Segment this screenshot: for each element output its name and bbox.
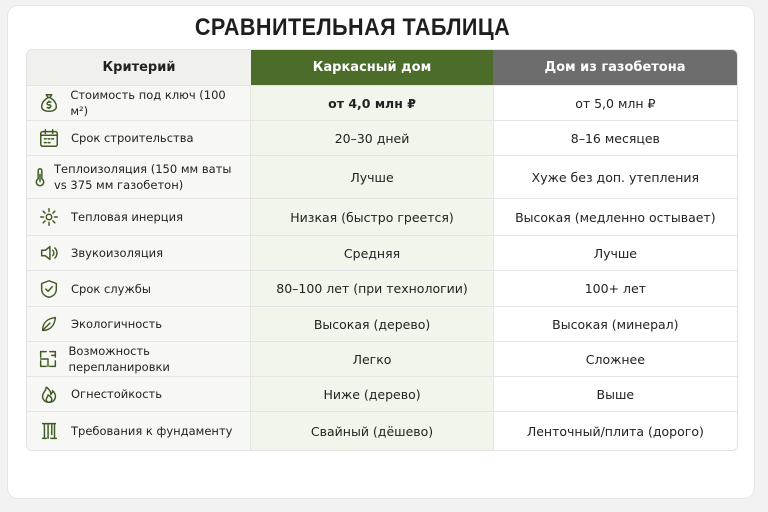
header-aerated-house: Дом из газобетона (493, 50, 737, 85)
leaf-icon (27, 313, 71, 335)
foundation-icon (27, 420, 71, 442)
frame-value: 20–30 дней (250, 121, 492, 155)
criterion-label: Стоимость под ключ (100 м²) (70, 88, 226, 118)
thermometer-icon (27, 166, 54, 188)
criterion-label: Срок службы (71, 281, 151, 296)
aerated-value: Хуже без доп. утепления (493, 156, 737, 198)
criterion-label: Огнестойкость (71, 387, 163, 401)
shield-check-icon (27, 278, 71, 300)
table-header (27, 50, 737, 85)
frame-value: Низкая (быстро греется) (250, 199, 492, 235)
header-criterion: Критерий (27, 50, 251, 85)
speaker-icon (27, 242, 71, 264)
table-row (27, 411, 737, 450)
comparison-table (26, 49, 738, 451)
frame-value: Высокая (дерево) (250, 307, 492, 341)
table-row (27, 85, 737, 120)
criterion-label: Требования к фундаменту (71, 424, 233, 438)
aerated-value: от 5,0 млн ₽ (493, 86, 737, 120)
frame-value: Средняя (250, 236, 492, 270)
frame-value: 80–100 лет (при технологии) (250, 271, 492, 306)
frame-value: Легко (250, 342, 492, 376)
frame-value: от 4,0 млн ₽ (250, 86, 492, 120)
floor-plan-icon (27, 348, 68, 370)
heat-inertia-icon (27, 206, 71, 228)
criterion-label: Экологичность (71, 317, 163, 331)
aerated-value: Ленточный/плита (дорого) (493, 412, 737, 450)
aerated-value: Сложнее (493, 342, 737, 376)
criterion-label: Возможность перепланировки (68, 344, 170, 374)
aerated-value: Высокая (медленно остывает) (493, 199, 737, 235)
criterion-label: Звукоизоляция (71, 246, 164, 260)
table-row (27, 155, 737, 198)
frame-value: Ниже (дерево) (250, 377, 492, 411)
header-frame-house: Каркасный дом (251, 50, 493, 85)
aerated-value: Высокая (минерал) (493, 307, 737, 341)
table-row (27, 120, 737, 155)
aerated-value: 100+ лет (493, 271, 737, 306)
aerated-value: 8–16 месяцев (493, 121, 737, 155)
criterion-label: Срок строительства (71, 131, 194, 145)
frame-value: Лучше (250, 156, 492, 198)
calendar-icon (27, 127, 71, 149)
table-row (27, 306, 737, 341)
aerated-value: Лучше (493, 236, 737, 270)
table-row (27, 376, 737, 411)
table-row (27, 341, 737, 376)
criterion-label: Тепловая инерция (71, 210, 183, 224)
criterion-label: Теплоизоляция (150 мм ваты vs 375 мм газобетон) (53, 162, 232, 192)
fire-icon (27, 383, 71, 405)
frame-value: Свайный (дёшево) (250, 412, 492, 450)
table-row (27, 270, 737, 306)
table-row (27, 198, 737, 235)
table-row (27, 235, 737, 270)
money-bag-icon (27, 92, 70, 114)
page-title: СРАВНИТЕЛЬНАЯ ТАБЛИЦА (194, 14, 511, 41)
aerated-value: Выше (493, 377, 737, 411)
